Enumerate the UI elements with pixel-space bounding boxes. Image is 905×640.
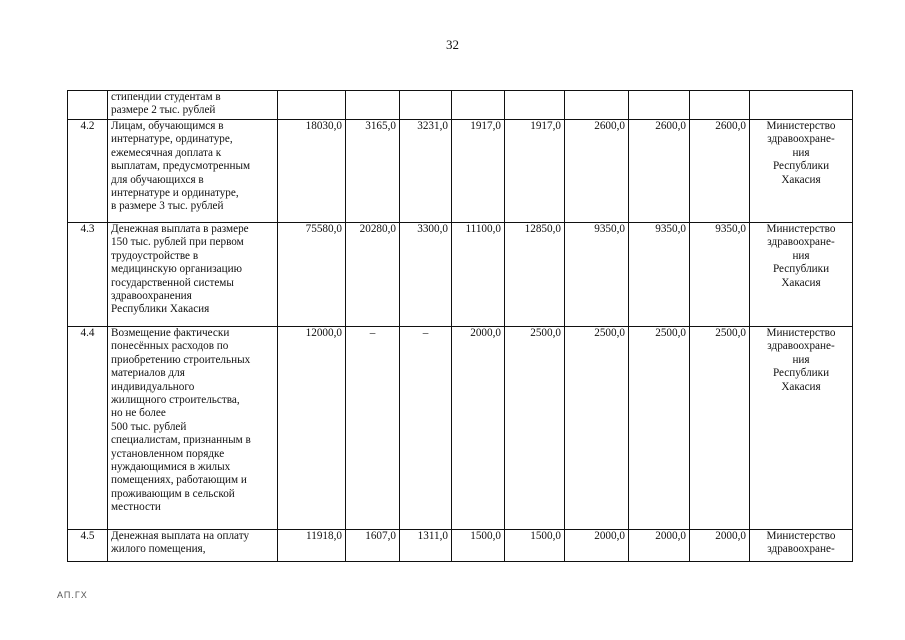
page-number: 32: [446, 37, 459, 52]
amount-2023: 2600,0: [565, 120, 629, 223]
amount-2022: 12850,0: [505, 223, 565, 327]
amount-2019: 1607,0: [346, 530, 400, 562]
amount-2022: [505, 91, 565, 120]
amount-2022: 2500,0: [505, 327, 565, 530]
responsible-organization: Министерство здравоохране- ния Республики Хакасия: [750, 120, 853, 223]
amount-2022: 1917,0: [505, 120, 565, 223]
amount-2024: [629, 91, 690, 120]
amount-2025: [690, 91, 750, 120]
amount-2024: 9350,0: [629, 223, 690, 327]
table-row: [68, 120, 853, 223]
amount-2020: –: [400, 327, 452, 530]
total-amount: [278, 91, 346, 120]
responsible-organization: Министерство здравоохране- ния Республики Хакасия: [750, 223, 853, 327]
total-amount: 11918,0: [278, 530, 346, 562]
amount-2024: 2500,0: [629, 327, 690, 530]
amount-2022: 1500,0: [505, 530, 565, 562]
table-row: [68, 327, 853, 530]
responsible-organization: Министерство здравоохране-: [750, 530, 853, 562]
table-row: [68, 223, 853, 327]
amount-2025: 2000,0: [690, 530, 750, 562]
amount-2019: [346, 91, 400, 120]
row-description: Денежная выплата на оплату жилого помещения,: [108, 530, 278, 562]
amount-2019: 20280,0: [346, 223, 400, 327]
row-number: 4.5: [68, 530, 108, 562]
amount-2023: 2000,0: [565, 530, 629, 562]
amount-2021: [452, 91, 505, 120]
amount-2020: 1311,0: [400, 530, 452, 562]
amount-2024: 2600,0: [629, 120, 690, 223]
row-description: стипендии студентам в размере 2 тыс. рублей: [108, 91, 278, 120]
total-amount: 12000,0: [278, 327, 346, 530]
table-row: [68, 530, 853, 562]
amount-2025: 9350,0: [690, 223, 750, 327]
amount-2020: [400, 91, 452, 120]
responsible-organization: [750, 91, 853, 120]
amount-2021: 11100,0: [452, 223, 505, 327]
amount-2021: 2000,0: [452, 327, 505, 530]
row-description: Денежная выплата в размере 150 тыс. рублей при первом трудоустройстве в медицинскую организацию государственной системы здравоохранения Республики Хакасия: [108, 223, 278, 327]
row-number: [68, 91, 108, 120]
footer-watermark: АП.ГХ: [57, 590, 88, 600]
amount-2023: [565, 91, 629, 120]
row-number: 4.4: [68, 327, 108, 530]
table-row: [68, 91, 853, 120]
total-amount: 18030,0: [278, 120, 346, 223]
row-description: Лицам, обучающимся в интернатуре, ординатуре, ежемесячная доплата к выплатам, предусмотренным для обучающихся в интернатуре и ординатуре, в размере 3 тыс. рублей: [108, 120, 278, 223]
amount-2021: 1917,0: [452, 120, 505, 223]
amount-2020: 3300,0: [400, 223, 452, 327]
total-amount: 75580,0: [278, 223, 346, 327]
responsible-organization: Министерство здравоохране- ния Республики Хакасия: [750, 327, 853, 530]
amount-2024: 2000,0: [629, 530, 690, 562]
amount-2025: 2500,0: [690, 327, 750, 530]
amount-2019: –: [346, 327, 400, 530]
row-description: Возмещение фактически понесённых расходов по приобретению строительных материалов для индивидуального жилищного строительства, но не более 500 тыс. рублей специалистам, признанным в установленном порядке нуждающимися в жилых помещениях, работающим и проживающим в сельской местности: [108, 327, 278, 530]
row-number: 4.2: [68, 120, 108, 223]
amount-2025: 2600,0: [690, 120, 750, 223]
budget-table: [67, 90, 853, 562]
amount-2019: 3165,0: [346, 120, 400, 223]
amount-2023: 2500,0: [565, 327, 629, 530]
amount-2021: 1500,0: [452, 530, 505, 562]
amount-2020: 3231,0: [400, 120, 452, 223]
amount-2023: 9350,0: [565, 223, 629, 327]
row-number: 4.3: [68, 223, 108, 327]
